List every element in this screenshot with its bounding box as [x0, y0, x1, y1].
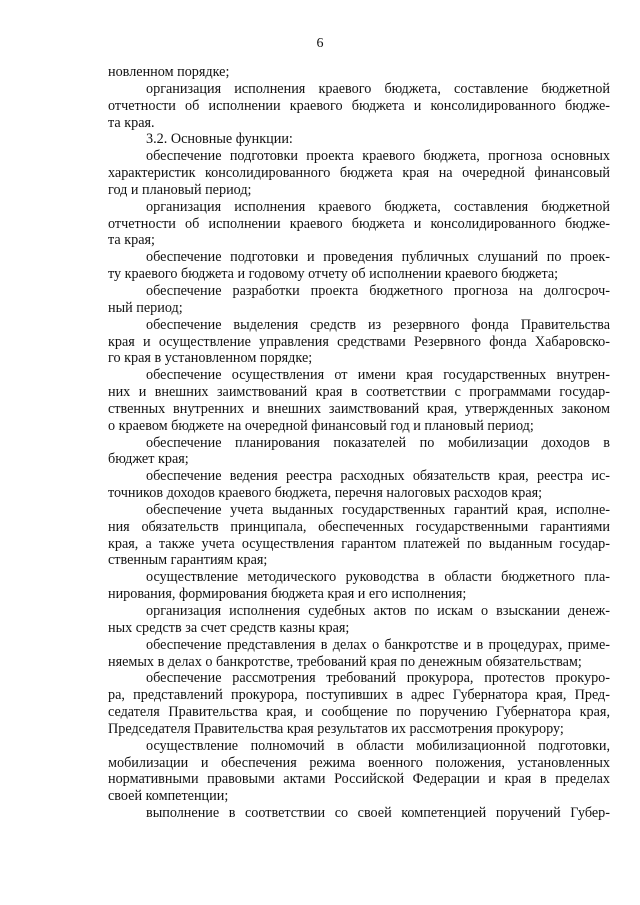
text-line: характеристик консолидированного бюджета края на очередной финансовый [108, 165, 610, 182]
paragraph [108, 199, 610, 250]
text-line: организация исполнения судебных актов по искам о взыскании денеж- [146, 603, 610, 619]
text-line: обеспечение планирования показателей по мобилизации доходов в [146, 434, 610, 451]
text-line: обеспечение учета выданных государственных гарантий края, исполне- [146, 501, 610, 518]
paragraph [108, 249, 610, 283]
text-line: 3.2. Основные функции: [146, 131, 293, 148]
text-line: няемых в делах о банкротстве, требований края по денежным обязательствам; [108, 653, 582, 670]
text-line: выполнение в соответствии со своей компетенцией поручений Губер- [146, 805, 610, 822]
text-line: обеспечение выделения средств из резервного фонда Правительства [146, 316, 610, 333]
text-line: обеспечение подготовки и проведения публичных слушаний по проек- [146, 249, 610, 266]
document-body [108, 64, 610, 822]
paragraph [108, 317, 610, 368]
text-line: новленном порядке; [108, 64, 230, 80]
text-line: обеспечение осуществления от имени края государственных внутрен- [146, 367, 610, 384]
paragraph [108, 367, 610, 434]
text-line: осуществление методического руководства в области бюджетного пла- [146, 569, 610, 586]
paragraph [108, 569, 610, 603]
paragraph [108, 468, 610, 502]
text-line: ния обязательств принципала, обеспеченных государственными гарантиями [108, 518, 610, 535]
paragraph [108, 64, 610, 81]
text-line: ный период; [108, 299, 183, 316]
text-line: го края в установленном порядке; [108, 350, 313, 367]
text-line: о краевом бюджете на очередной финансовый год и плановый период; [108, 417, 534, 434]
text-line: отчетности об исполнении краевого бюджета и консолидированного бюдже- [108, 97, 610, 114]
text-line: ных средств за счет средств казны края; [108, 619, 350, 636]
text-line: та края; [108, 232, 155, 249]
text-line: год и плановый период; [108, 181, 252, 198]
paragraph [108, 637, 610, 671]
text-line: организация исполнения краевого бюджета, составление бюджетной [146, 80, 610, 97]
page-number: 6 [316, 36, 324, 51]
text-line: седателя Правительства края, и сообщение по поручению Губернатора края, [108, 704, 610, 721]
paragraph [108, 131, 610, 148]
paragraph [108, 738, 610, 805]
text-line: обеспечение рассмотрения требований прокурора, протестов прокуро- [146, 670, 610, 687]
paragraph [108, 81, 610, 132]
paragraph [108, 805, 610, 822]
paragraph [108, 603, 610, 637]
text-line: отчетности об исполнении краевого бюджета и консолидированного бюдже- [108, 215, 610, 232]
text-line: своей компетенции; [108, 788, 229, 805]
text-line: ра, представлений прокурора, поступивших в адрес Губернатора края, Пред- [108, 687, 610, 704]
text-line: организация исполнения краевого бюджета, составления бюджетной [146, 198, 610, 215]
text-line: обеспечение представления в делах о банкротстве и в процедурах, приме- [146, 636, 610, 653]
text-line: бюджет края; [108, 451, 189, 468]
text-line: обеспечение разработки проекта бюджетного прогноза на долгосроч- [146, 282, 610, 299]
text-line: ту краевого бюджета и годовому отчету об исполнении краевого бюджета; [108, 266, 559, 283]
text-line: них и внешних заимствований края в соответствии с программами государ- [108, 384, 610, 401]
text-line: нирования, формирования бюджета края и его исполнения; [108, 586, 467, 603]
text-line: обеспечение подготовки проекта краевого бюджета, прогноза основных [146, 148, 610, 165]
text-line: обеспечение ведения реестра расходных обязательств края, реестра ис- [146, 468, 610, 485]
text-line: ственным гарантиям края; [108, 552, 268, 569]
text-line: Председателя Правительства края результатов их рассмотрения прокурору; [108, 720, 564, 737]
text-line: нормативными правовыми актами Российской Федерации и края в пределах [108, 771, 610, 788]
text-line: края и осуществление управления средствами Резервного фонда Хабаровско- [108, 333, 610, 350]
paragraph [108, 670, 610, 737]
paragraph [108, 435, 610, 469]
text-line: та края. [108, 114, 155, 131]
text-line: осуществление полномочий в области мобилизационной подготовки, [146, 737, 610, 754]
text-line: ственных внутренних и внешних заимствований края, утвержденных законом [108, 400, 610, 417]
paragraph [108, 148, 610, 199]
paragraph [108, 502, 610, 569]
text-line: точников доходов краевого бюджета, перечня налоговых расходов края; [108, 485, 543, 502]
text-line: мобилизации и обеспечения режима военного положения, установленных [108, 754, 610, 771]
text-line: края, а также учета осуществления гарантом платежей по выданным государ- [108, 535, 610, 552]
paragraph [108, 283, 610, 317]
